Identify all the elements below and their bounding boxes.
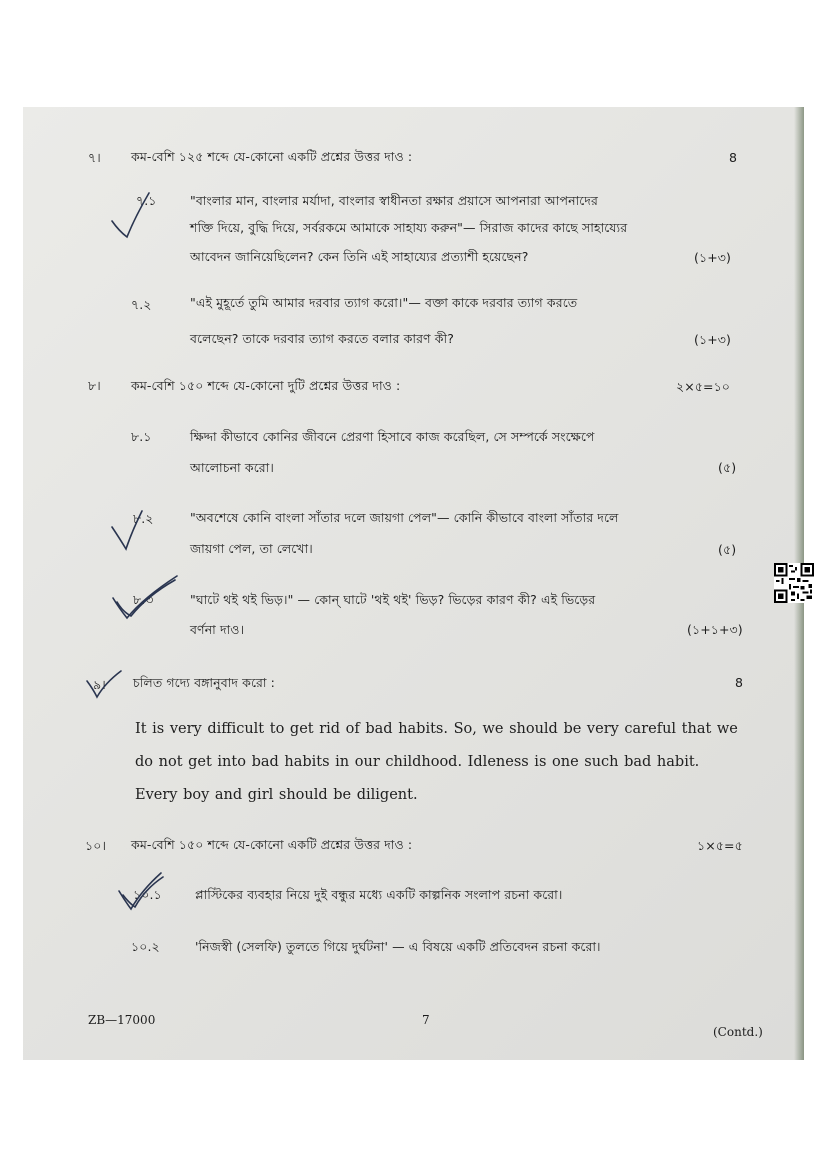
q8-instruction: কম-বেশি ১৫০ শব্দে যে-কোনো দুটি প্রশ্নের উত্তর দাও : <box>131 378 401 393</box>
q10-1-number: ১০.১ <box>133 887 162 902</box>
q10-2-number: ১০.২ <box>131 939 160 954</box>
q8-1-line2: আলোচনা করো। <box>190 460 274 475</box>
q7-2-line1: "এই মুহূর্তে তুমি আমার দরবার ত্যাগ করো।"— বক্তা কাকে দরবার ত্যাগ করতে <box>190 295 578 310</box>
q8-number: ৮। <box>88 378 101 393</box>
q9-passage-line2: do not get into bad habits in our childhood. Idleness is one such bad habit. <box>135 754 700 770</box>
q7-1-marks: (১+৩) <box>694 250 731 265</box>
q10-instruction: কম-বেশি ১৫০ শব্দে যে-কোনো একটি প্রশ্নের উত্তর দাও : <box>131 837 413 852</box>
q8-3-line1: "ঘাটে থই থই ভিড়।" — কোন্ ঘাটে 'থই থই' ভিড়? ভিড়ের কারণ কী? এই ভিড়ের <box>190 592 596 607</box>
q8-3-marks: (১+১+৩) <box>687 622 743 637</box>
q8-marks: ২×৫=১০ <box>676 379 731 394</box>
q7-number: ৭। <box>88 150 101 165</box>
continued-label: (Contd.) <box>713 1025 763 1039</box>
page-number: 7 <box>422 1013 430 1027</box>
q7-2-marks: (১+৩) <box>694 332 731 347</box>
q9-passage-line3: Every boy and girl should be diligent. <box>135 787 418 803</box>
q8-2-line1: "অবশেষে কোনি বাংলা সাঁতার দলে জায়গা পেল"— কোনি কীভাবে বাংলা সাঁতার দলে <box>190 510 619 525</box>
q7-1-line2: শক্তি দিয়ে, বুদ্ধি দিয়ে, সর্বরকমে আমাকে সাহায্য করুন"— সিরাজ কাদের কাছে সাহায্যের <box>190 220 628 235</box>
q10-2-text: 'নিজস্বী (সেলফি) তুলতে গিয়ে দুর্ঘটনা' — এ বিষয়ে একটি প্রতিবেদন রচনা করো। <box>195 939 601 954</box>
q9-marks: 8 <box>735 675 744 690</box>
q8-1-number: ৮.১ <box>131 429 152 444</box>
q8-2-line2: জায়গা পেল, তা লেখো। <box>190 541 313 556</box>
q8-1-marks: (৫) <box>718 460 737 475</box>
q9-passage-line1: It is very difficult to get rid of bad habits. So, we should be very careful that we <box>135 721 738 737</box>
q9-number: ৯। <box>93 677 106 692</box>
exam-paper-photo <box>23 107 804 1060</box>
qr-code-icon <box>774 563 814 603</box>
paper-code: ZB—17000 <box>88 1013 156 1027</box>
q10-number: ১০। <box>85 838 107 853</box>
q8-3-number: ৮.৩ <box>133 592 154 607</box>
q7-2-number: ৭.২ <box>131 297 152 312</box>
tick-mark-icon <box>107 572 183 624</box>
q8-1-line1: ক্ষিদ্দা কীভাবে কোনির জীবনে প্রেরণা হিসাবে কাজ করেছিল, সে সম্পর্কে সংক্ষেপে <box>190 429 595 444</box>
q7-instruction: কম-বেশি ১২৫ শব্দে যে-কোনো একটি প্রশ্নের উত্তর দাও : <box>131 149 413 164</box>
q10-marks: ১×৫=৫ <box>697 838 743 853</box>
q7-marks: 8 <box>729 150 738 165</box>
q8-2-number: ৮.২ <box>133 511 154 526</box>
q7-1-line3: আবেদন জানিয়েছিলেন? কেন তিনি এই সাহায্যের প্রত্যাশী হয়েছেন? <box>190 249 529 264</box>
tick-mark-icon <box>109 187 155 241</box>
tick-mark-icon <box>108 505 150 553</box>
q7-2-line2: বলেছেন? তাকে দরবার ত্যাগ করতে বলার কারণ কী? <box>190 331 454 346</box>
q8-2-marks: (৫) <box>718 542 737 557</box>
tick-mark-icon <box>83 667 127 701</box>
q7-1-line1: "বাংলার মান, বাংলার মর্যাদা, বাংলার স্বাধীনতা রক্ষার প্রয়াসে আপনারা আপনাদের <box>190 193 598 208</box>
q9-instruction: চলিত গদ্যে বঙ্গানুবাদ করো : <box>133 675 275 690</box>
q8-3-line2: বর্ণনা দাও। <box>190 622 245 637</box>
q10-1-text: প্লাস্টিকের ব্যবহার নিয়ে দুই বন্ধুর মধ্যে একটি কাল্পনিক সংলাপ রচনা করো। <box>195 887 563 902</box>
tick-mark-icon <box>111 867 167 915</box>
q7-1-number: ৭.১ <box>136 193 157 208</box>
